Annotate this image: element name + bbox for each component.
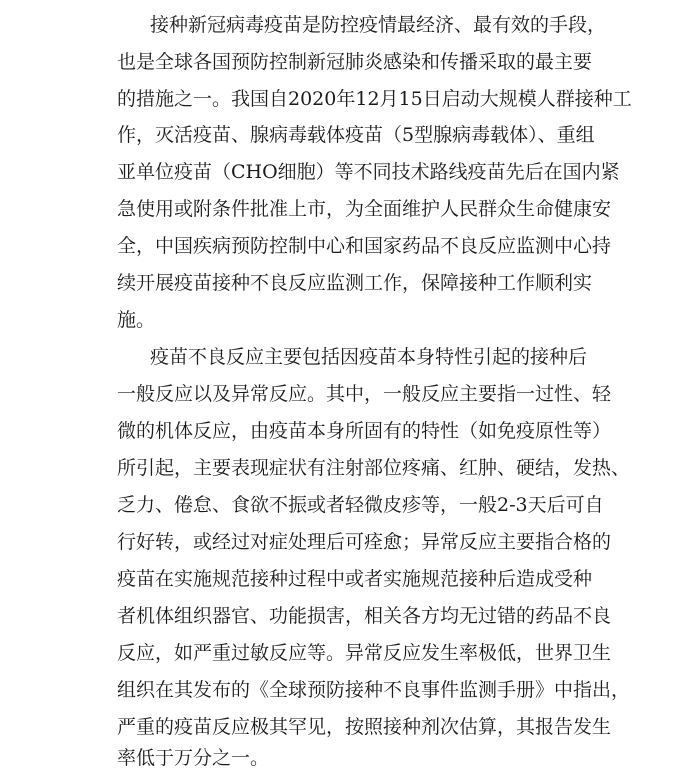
paragraph-2-line-3: 微的机体反应，由疫苗本身所固有的特性（如免疫原性等） [117, 420, 612, 442]
paragraph-2-line-8: 者机体组织器官、功能损害，相关各方均无过错的药品不良 [117, 605, 612, 627]
paragraph-2-line-7: 疫苗在实施规范接种过程中或者实施规范接种后造成受种 [117, 568, 593, 590]
paragraph-1-line-3: 的措施之一。我国自2020年12月15日启动大规模人群接种工 [117, 88, 632, 110]
paragraph-2-line-4: 所引起，主要表现症状有注射部位疼痛、红肿、硬结，发热、 [117, 457, 631, 479]
paragraph-1-line-1: 接种新冠病毒疫苗是防控疫情最经济、最有效的手段， [150, 14, 607, 36]
paragraph-2-line-12: 率低于万分之一。 [117, 747, 270, 769]
paragraph-1-line-8: 续开展疫苗接种不良反应监测工作，保障接种工作顺利实 [117, 272, 593, 294]
paragraph-1-line-4: 作，灭活疫苗、腺病毒载体疫苗（5型腺病毒载体）、重组 [117, 124, 595, 146]
paragraph-2-line-10: 组织在其发布的《全球预防接种不良事件监测手册》中指出， [117, 679, 631, 701]
paragraph-2-line-2: 一般反应以及异常反应。其中，一般反应主要指一过性、轻 [117, 383, 612, 405]
paragraph-2-line-1: 疫苗不良反应主要包括因疫苗本身特性引起的接种后 [150, 346, 588, 368]
paragraph-2-line-11: 严重的疫苗反应极其罕见，按照接种剂次估算，其报告发生 [117, 716, 612, 738]
paragraph-2-line-9: 反应，如严重过敏反应等。异常反应发生率极低，世界卫生 [117, 642, 612, 664]
paragraph-2-line-6: 行好转，或经过对症处理后可痊愈；异常反应主要指合格的 [117, 531, 612, 553]
paragraph-1-line-2: 也是全球各国预防控制新冠肺炎感染和传播采取的最主要 [117, 51, 593, 73]
paragraph-1-line-9: 施。 [117, 309, 156, 331]
paragraph-1-line-6: 急使用或附条件批准上市，为全面维护人民群众生命健康安 [117, 198, 612, 220]
paragraph-1-line-7: 全，中国疾病预防控制中心和国家药品不良反应监测中心持 [117, 235, 612, 257]
paragraph-1-line-5: 亚单位疫苗（CHO细胞）等不同技术路线疫苗先后在国内紧 [117, 161, 620, 183]
paragraph-2-line-5: 乏力、倦怠、食欲不振或者轻微皮疹等，一般2-3天后可自 [117, 494, 604, 516]
